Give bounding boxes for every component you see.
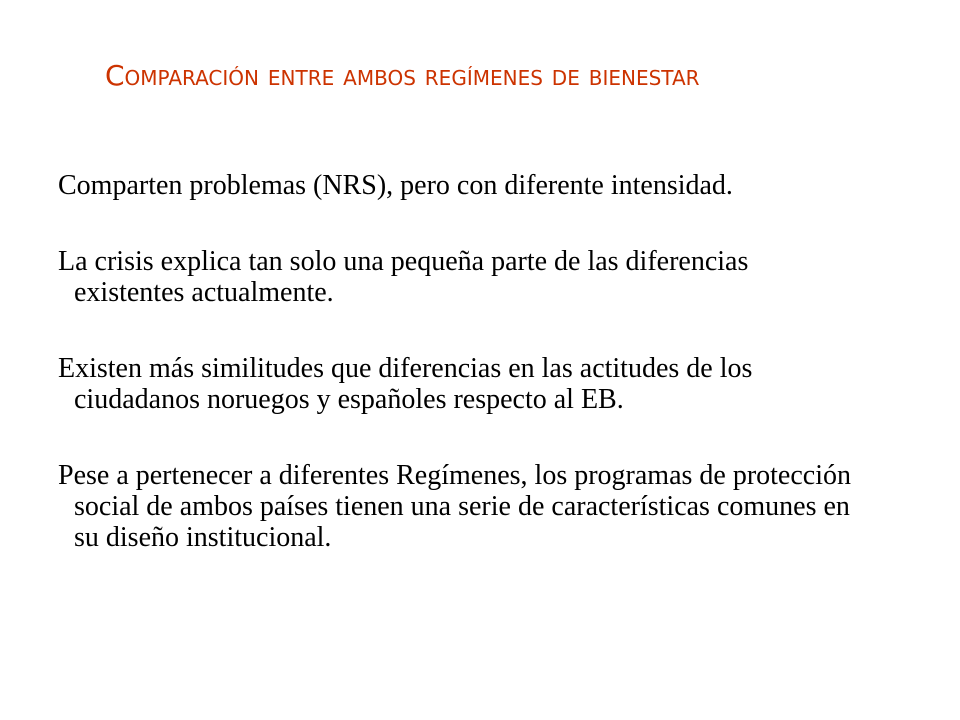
bullet-item: Pese a pertenecer a diferentes Regímenes, los programas de protección social de ambos países tienen una serie de características comunes en su diseño institucional. (58, 460, 851, 553)
bullet-item: La crisis explica tan solo una pequeña parte de las diferencias existentes actualmente. (58, 246, 749, 308)
slide-title: Comparación entre ambos regímenes de bienestar (105, 59, 700, 92)
bullet-item: Existen más similitudes que diferencias en las actitudes de los ciudadanos noruegos y españoles respecto al EB. (58, 353, 753, 415)
bullet-item: Comparten problemas (NRS), pero con diferente intensidad. (58, 170, 733, 201)
bullet-list (58, 170, 858, 598)
